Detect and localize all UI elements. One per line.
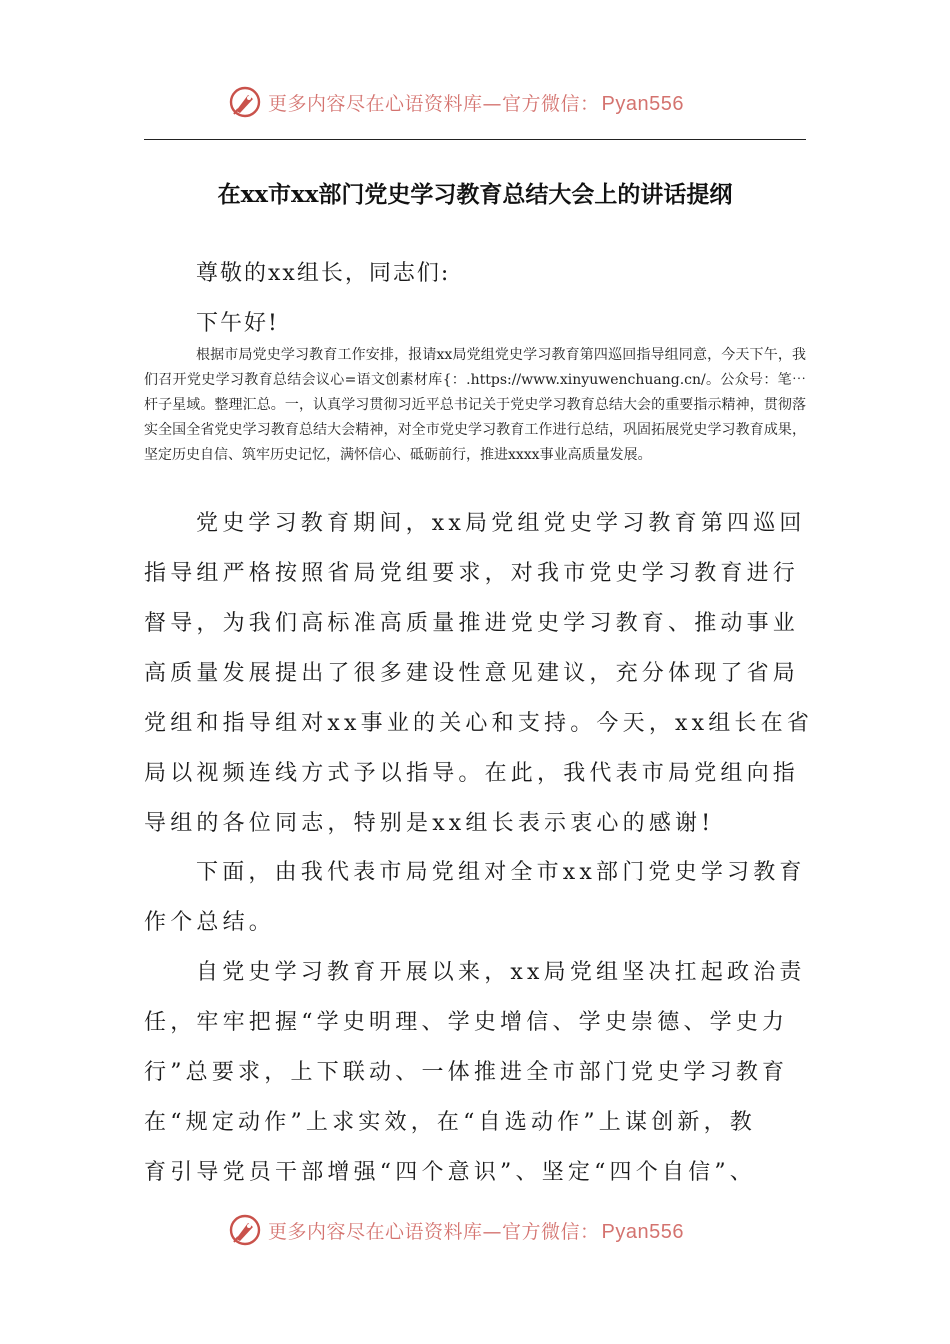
body-line: 在“规定动作”上求实效，在“自选动作”上谋创新，教 [144,1110,756,1135]
greeting: 下午好! [196,311,279,336]
body-line: 自党史学习教育开展以来，xx局党组坚决扛起政治责 [196,960,806,985]
pen-nib-logo-icon [228,1213,262,1247]
body-line: 行”总要求，上下联动、一体推进全市部门党史学习教育 [144,1060,789,1085]
body-line: 导组的各位同志，特别是xx组长表示衷心的感谢! [144,811,715,836]
body-line: 督导，为我们高标准高质量推进党史学习教育、推动事业 [144,611,800,636]
header-divider [144,139,806,140]
wechat-id: Pyan556 [601,1220,684,1243]
body-line: 党史学习教育期间，xx局党组党史学习教育第四巡回 [196,511,806,536]
watermark-banner-bottom [228,1210,684,1250]
body-line: 指导组严格按照省局党组要求，对我市党史学习教育进行 [144,561,800,586]
body-line: 育引导党员干部增强“四个意识”、坚定“四个自信”、 [144,1160,756,1185]
watermark-text: 更多内容尽在心语资料库—官方微信： Pyan556 [268,92,684,115]
watermark-text: 更多内容尽在心语资料库—官方微信： Pyan556 [268,1220,684,1243]
body-line: 党组和指导组对xx事业的关心和支持。今天，xx组长在省 [144,711,814,736]
body-line: 任，牢牢把握“学史明理、学史增信、学史崇德、学史力 [144,1010,789,1035]
intro-paragraph-text: 根据市局党史学习教育工作安排，报请xx局党组党史学习教育第四巡回指导组同意，今天下午，我们召开党史学习教育总结会议心=语文创素材库{：.https://www.xinyuwenchuang.cn/。公众号：笔⋯杆子星域。整理汇总。一，认真学习贯彻习近平总书记关于党史学习教育总结大会的重要指示精神，贯彻落实全国全省党史学习教育总结大会精神，对全市党史学习教育工作进行总结，巩固拓展党史学习教育成果，坚定历史自信、筑牢历史记忆，满怀信心、砥砺前行，推进xxxx事业高质量发展。 [144,347,806,463]
body-line: 下面，由我代表市局党组对全市xx部门党史学习教育 [196,860,806,885]
watermark-banner-top [228,82,684,122]
page-title: 在xx市xx部门党史学习教育总结大会上的讲话提纲 [217,181,733,208]
salutation: 尊敬的xx组长，同志们: [196,261,451,286]
body-line: 作个总结。 [144,910,276,935]
intro-paragraph [144,343,806,468]
wechat-id: Pyan556 [601,92,684,115]
pen-nib-logo-icon [228,85,262,119]
body-line: 局以视频连线方式予以指导。在此，我代表市局党组向指 [144,761,800,786]
body-line: 高质量发展提出了很多建设性意见建议，充分体现了省局 [144,661,800,686]
